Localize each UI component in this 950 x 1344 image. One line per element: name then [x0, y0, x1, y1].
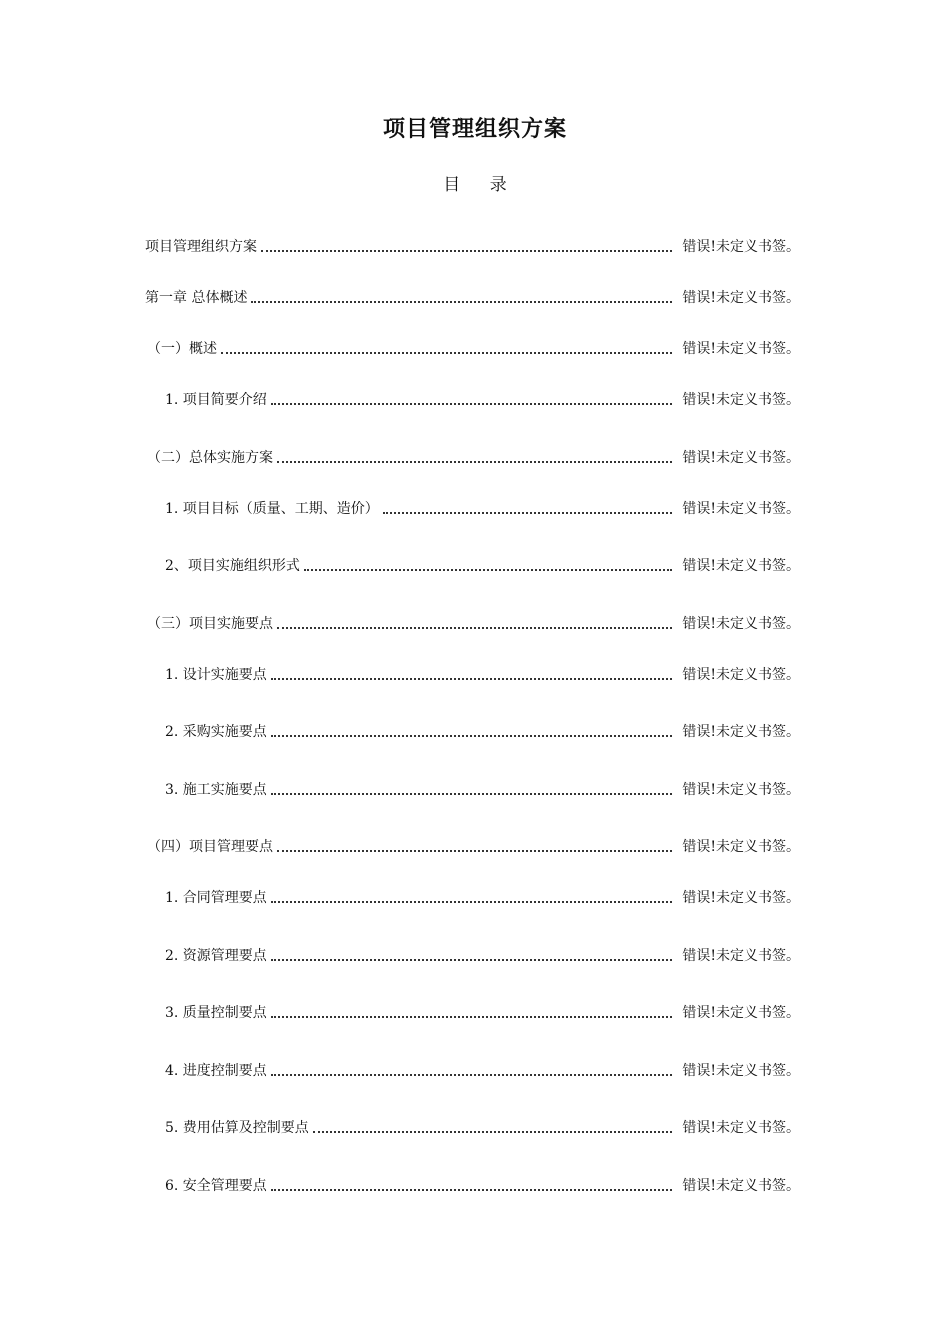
- toc-dot-leader: [271, 393, 673, 405]
- toc-entry[interactable]: [165, 555, 800, 577]
- toc-entry-title: 1. 合同管理要点: [165, 890, 267, 906]
- toc-entry-page: 错误!未定义书签。: [682, 558, 800, 574]
- toc-dot-leader: [271, 1064, 673, 1076]
- toc-entry-title: （四）项目管理要点: [147, 839, 273, 855]
- toc-entry-page: 错误!未定义书签。: [682, 667, 800, 683]
- toc-entry-title: 2. 采购实施要点: [165, 724, 267, 740]
- document-title: 项目管理组织方案: [382, 117, 567, 142]
- toc-entry-page: 错误!未定义书签。: [682, 724, 800, 740]
- toc-entry-page: 错误!未定义书签。: [682, 1178, 800, 1194]
- toc-dot-leader: [277, 451, 672, 463]
- toc-entry-title: （一）概述: [147, 341, 217, 357]
- toc-entry-title: 第一章 总体概述: [145, 290, 248, 306]
- toc-entry-page: 错误!未定义书签。: [682, 341, 800, 357]
- toc-entry-page: 错误!未定义书签。: [682, 890, 800, 906]
- toc-entry-title: 1. 设计实施要点: [165, 667, 267, 683]
- toc-entry[interactable]: [165, 887, 800, 909]
- toc-entry-title: 5. 费用估算及控制要点: [165, 1120, 309, 1136]
- toc-entry-page: 错误!未定义书签。: [682, 239, 800, 255]
- toc-entry-page: 错误!未定义书签。: [682, 1005, 800, 1021]
- toc-entry-page: 错误!未定义书签。: [682, 450, 800, 466]
- toc-entry-title: 项目管理组织方案: [145, 239, 257, 255]
- toc-entry[interactable]: [165, 1175, 800, 1197]
- toc-entry[interactable]: [165, 389, 800, 411]
- toc-entry-title: （三）项目实施要点: [147, 616, 273, 632]
- toc-entry-page: 错误!未定义书签。: [682, 1120, 800, 1136]
- toc-entry-page: 错误!未定义书签。: [682, 392, 800, 408]
- toc-entry[interactable]: [147, 613, 800, 635]
- toc-entry[interactable]: [145, 236, 800, 258]
- toc-entry-title: 2. 资源管理要点: [165, 948, 267, 964]
- toc-entry[interactable]: [165, 1060, 800, 1082]
- toc-entry-title: 1. 项目简要介绍: [165, 392, 267, 408]
- toc-dot-leader: [271, 668, 673, 680]
- toc-dot-leader: [313, 1121, 673, 1133]
- toc-dot-leader: [383, 502, 673, 514]
- toc-entry-page: 错误!未定义书签。: [682, 290, 800, 306]
- toc-entry[interactable]: [165, 664, 800, 686]
- toc-entry-title: （二）总体实施方案: [147, 450, 273, 466]
- toc-dot-leader: [277, 617, 672, 629]
- toc-entry-title: 6. 安全管理要点: [165, 1178, 267, 1194]
- toc-entry[interactable]: [165, 945, 800, 967]
- toc-dot-leader: [271, 949, 673, 961]
- toc-entry[interactable]: [165, 498, 800, 520]
- toc-entry-title: 3. 质量控制要点: [165, 1005, 267, 1021]
- toc-dot-leader: [221, 342, 672, 354]
- toc-dot-leader: [304, 559, 672, 571]
- toc-entry-title: 2、项目实施组织形式: [165, 558, 300, 574]
- toc-entry[interactable]: [145, 287, 800, 309]
- toc-entry[interactable]: [165, 1117, 800, 1139]
- toc-entry-page: 错误!未定义书签。: [682, 948, 800, 964]
- toc-entry-page: 错误!未定义书签。: [682, 1063, 800, 1079]
- toc-dot-leader: [271, 725, 673, 737]
- toc-entry[interactable]: [165, 1002, 800, 1024]
- toc-entry-title: 3. 施工实施要点: [165, 782, 267, 798]
- toc-entry[interactable]: [147, 447, 800, 469]
- toc-entry-title: 1. 项目目标（质量、工期、造价）: [165, 501, 379, 517]
- toc-entry[interactable]: [165, 721, 800, 743]
- toc-entry[interactable]: [147, 836, 800, 858]
- toc-entry[interactable]: [165, 779, 800, 801]
- toc-dot-leader: [271, 783, 673, 795]
- toc-dot-leader: [277, 840, 672, 852]
- toc-entry-title: 4. 进度控制要点: [165, 1063, 267, 1079]
- toc-entry-page: 错误!未定义书签。: [682, 616, 800, 632]
- toc-heading: 目 录: [443, 175, 519, 195]
- toc-entry[interactable]: [147, 338, 800, 360]
- toc-dot-leader: [271, 1006, 673, 1018]
- toc-entry-page: 错误!未定义书签。: [682, 501, 800, 517]
- toc-dot-leader: [271, 891, 673, 903]
- toc-entry-page: 错误!未定义书签。: [682, 839, 800, 855]
- toc-dot-leader: [251, 291, 672, 303]
- toc-entry-page: 错误!未定义书签。: [682, 782, 800, 798]
- toc-dot-leader: [261, 240, 672, 252]
- toc-dot-leader: [271, 1179, 673, 1191]
